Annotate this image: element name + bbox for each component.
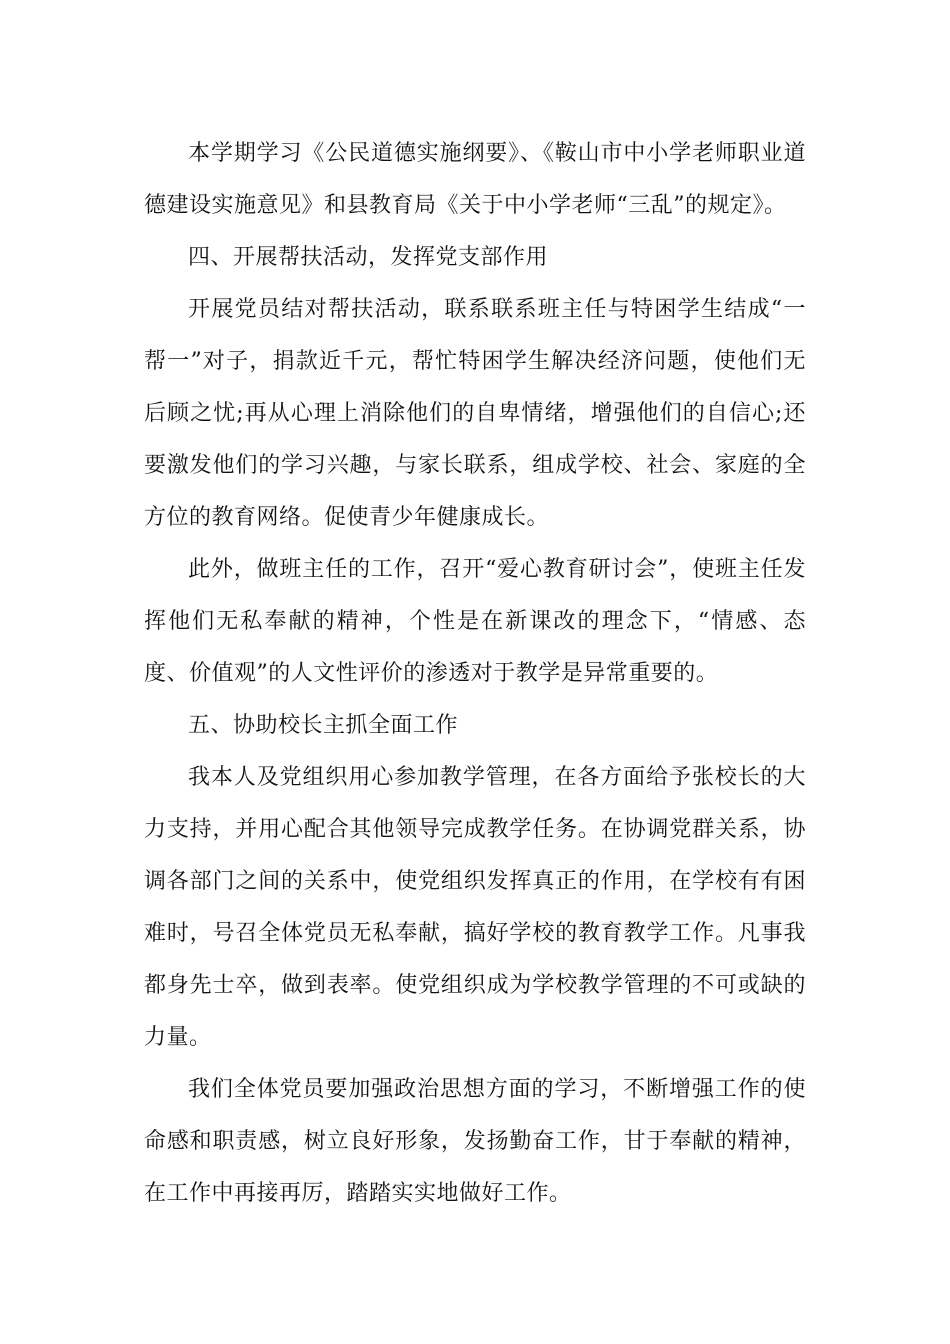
paragraph-pairing-assistance: 开展党员结对帮扶活动，联系联系班主任与特困学生结成“一帮一”对子，捐款近千元，帮忙特困学生解决经济问题，使他们无后顾之忧;再从心理上消除他们的自卑情绪，增强他们的自信心;还要激发他们的学习兴趣，与家长联系，组成学校、社会、家庭的全方位的教育网络。促使青少年健康成长。 [144,297,806,530]
document-body [144,128,806,1220]
paragraph-teaching-management: 我本人及党组织用心参加教学管理，在各方面给予张校长的大力支持，并用心配合其他领导完成教学任务。在协调党群关系，协调各部门之间的关系中，使党组织发挥真正的作用，在学校有有困难时，号召全体党员无私奉献，搞好学校的教育教学工作。凡事我都身先士卒，做到表率。使党组织成为学校教学管理的不可或缺的力量。 [144,765,806,1050]
section-heading-five: 五、协助校长主抓全面工作 [188,713,459,738]
section-heading-four: 四、开展帮扶活动，发挥党支部作用 [188,245,549,270]
paragraph-head-teacher-work: 此外，做班主任的工作，召开“爱心教育研讨会”，使班主任发挥他们无私奉献的精神，个性是在新课改的理念下，“情感、态度、价值观”的人文性评价的渗透对于教学是异常重要的。 [144,557,806,686]
paragraph-conclusion: 我们全体党员要加强政治思想方面的学习，不断增强工作的使命感和职责感，树立良好形象，发扬勤奋工作，甘于奉献的精神，在工作中再接再厉，踏踏实实地做好工作。 [144,1077,806,1206]
paragraph-study-documents: 本学期学习《公民道德实施纲要》、《鞍山市中小学老师职业道德建设实施意见》和县教育局《关于中小学老师“三乱”的规定》。 [144,141,806,218]
